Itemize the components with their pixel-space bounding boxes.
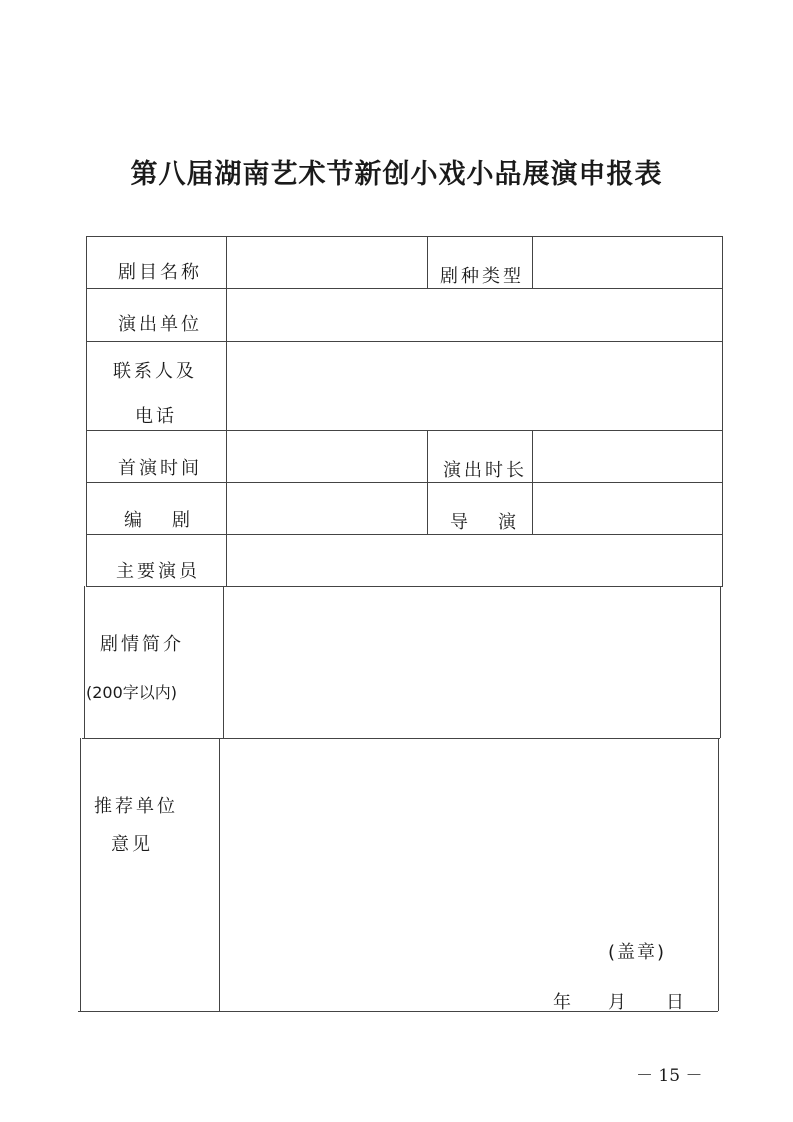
cell-divider <box>532 236 533 288</box>
label-column-divider <box>223 586 224 738</box>
table-border-top <box>86 236 723 237</box>
synopsis-length-note: (200字以内) <box>86 683 178 702</box>
table-row-divider <box>86 586 723 587</box>
table-border-left <box>80 738 81 1011</box>
page-title: 第八届湖南艺术节新创小戏小品展演申报表 <box>130 159 663 190</box>
date-year-label: 年 <box>553 992 574 1013</box>
play-name-label: 剧目名称 <box>118 262 202 283</box>
table-row-divider <box>86 534 723 535</box>
contact-label-line2: 电话 <box>135 406 177 427</box>
label-column-divider <box>219 738 220 1011</box>
playwright-label: 编 剧 <box>124 510 196 531</box>
table-border-right <box>722 236 723 586</box>
table-row-divider <box>86 482 723 483</box>
contact-label-line1: 联系人及 <box>113 361 197 382</box>
synopsis-label: 剧情简介 <box>100 634 184 655</box>
table-row-divider <box>82 738 720 739</box>
table-row-divider <box>86 288 723 289</box>
table-border-left <box>84 586 85 738</box>
cell-divider <box>427 236 428 288</box>
table-row-divider <box>86 341 723 342</box>
table-border-right <box>718 738 719 1011</box>
cell-divider <box>427 430 428 534</box>
label-column-divider <box>226 236 227 586</box>
page-number: － 15 － <box>636 1066 703 1086</box>
genre-label: 剧种类型 <box>440 266 524 287</box>
cast-label: 主要演员 <box>116 561 200 582</box>
table-border-left <box>86 236 87 586</box>
premiere-label: 首演时间 <box>118 458 202 479</box>
recommend-label-line2: 意见 <box>111 834 153 855</box>
duration-label: 演出时长 <box>443 460 527 481</box>
recommend-label-line1: 推荐单位 <box>94 796 178 817</box>
table-row-divider <box>86 430 723 431</box>
date-day-label: 日 <box>666 992 687 1013</box>
cell-divider <box>532 430 533 534</box>
troupe-label: 演出单位 <box>118 314 202 335</box>
date-month-label: 月 <box>608 992 629 1013</box>
table-border-right <box>720 586 721 738</box>
director-label: 导 演 <box>450 512 522 533</box>
seal-label: (盖章) <box>608 942 667 963</box>
